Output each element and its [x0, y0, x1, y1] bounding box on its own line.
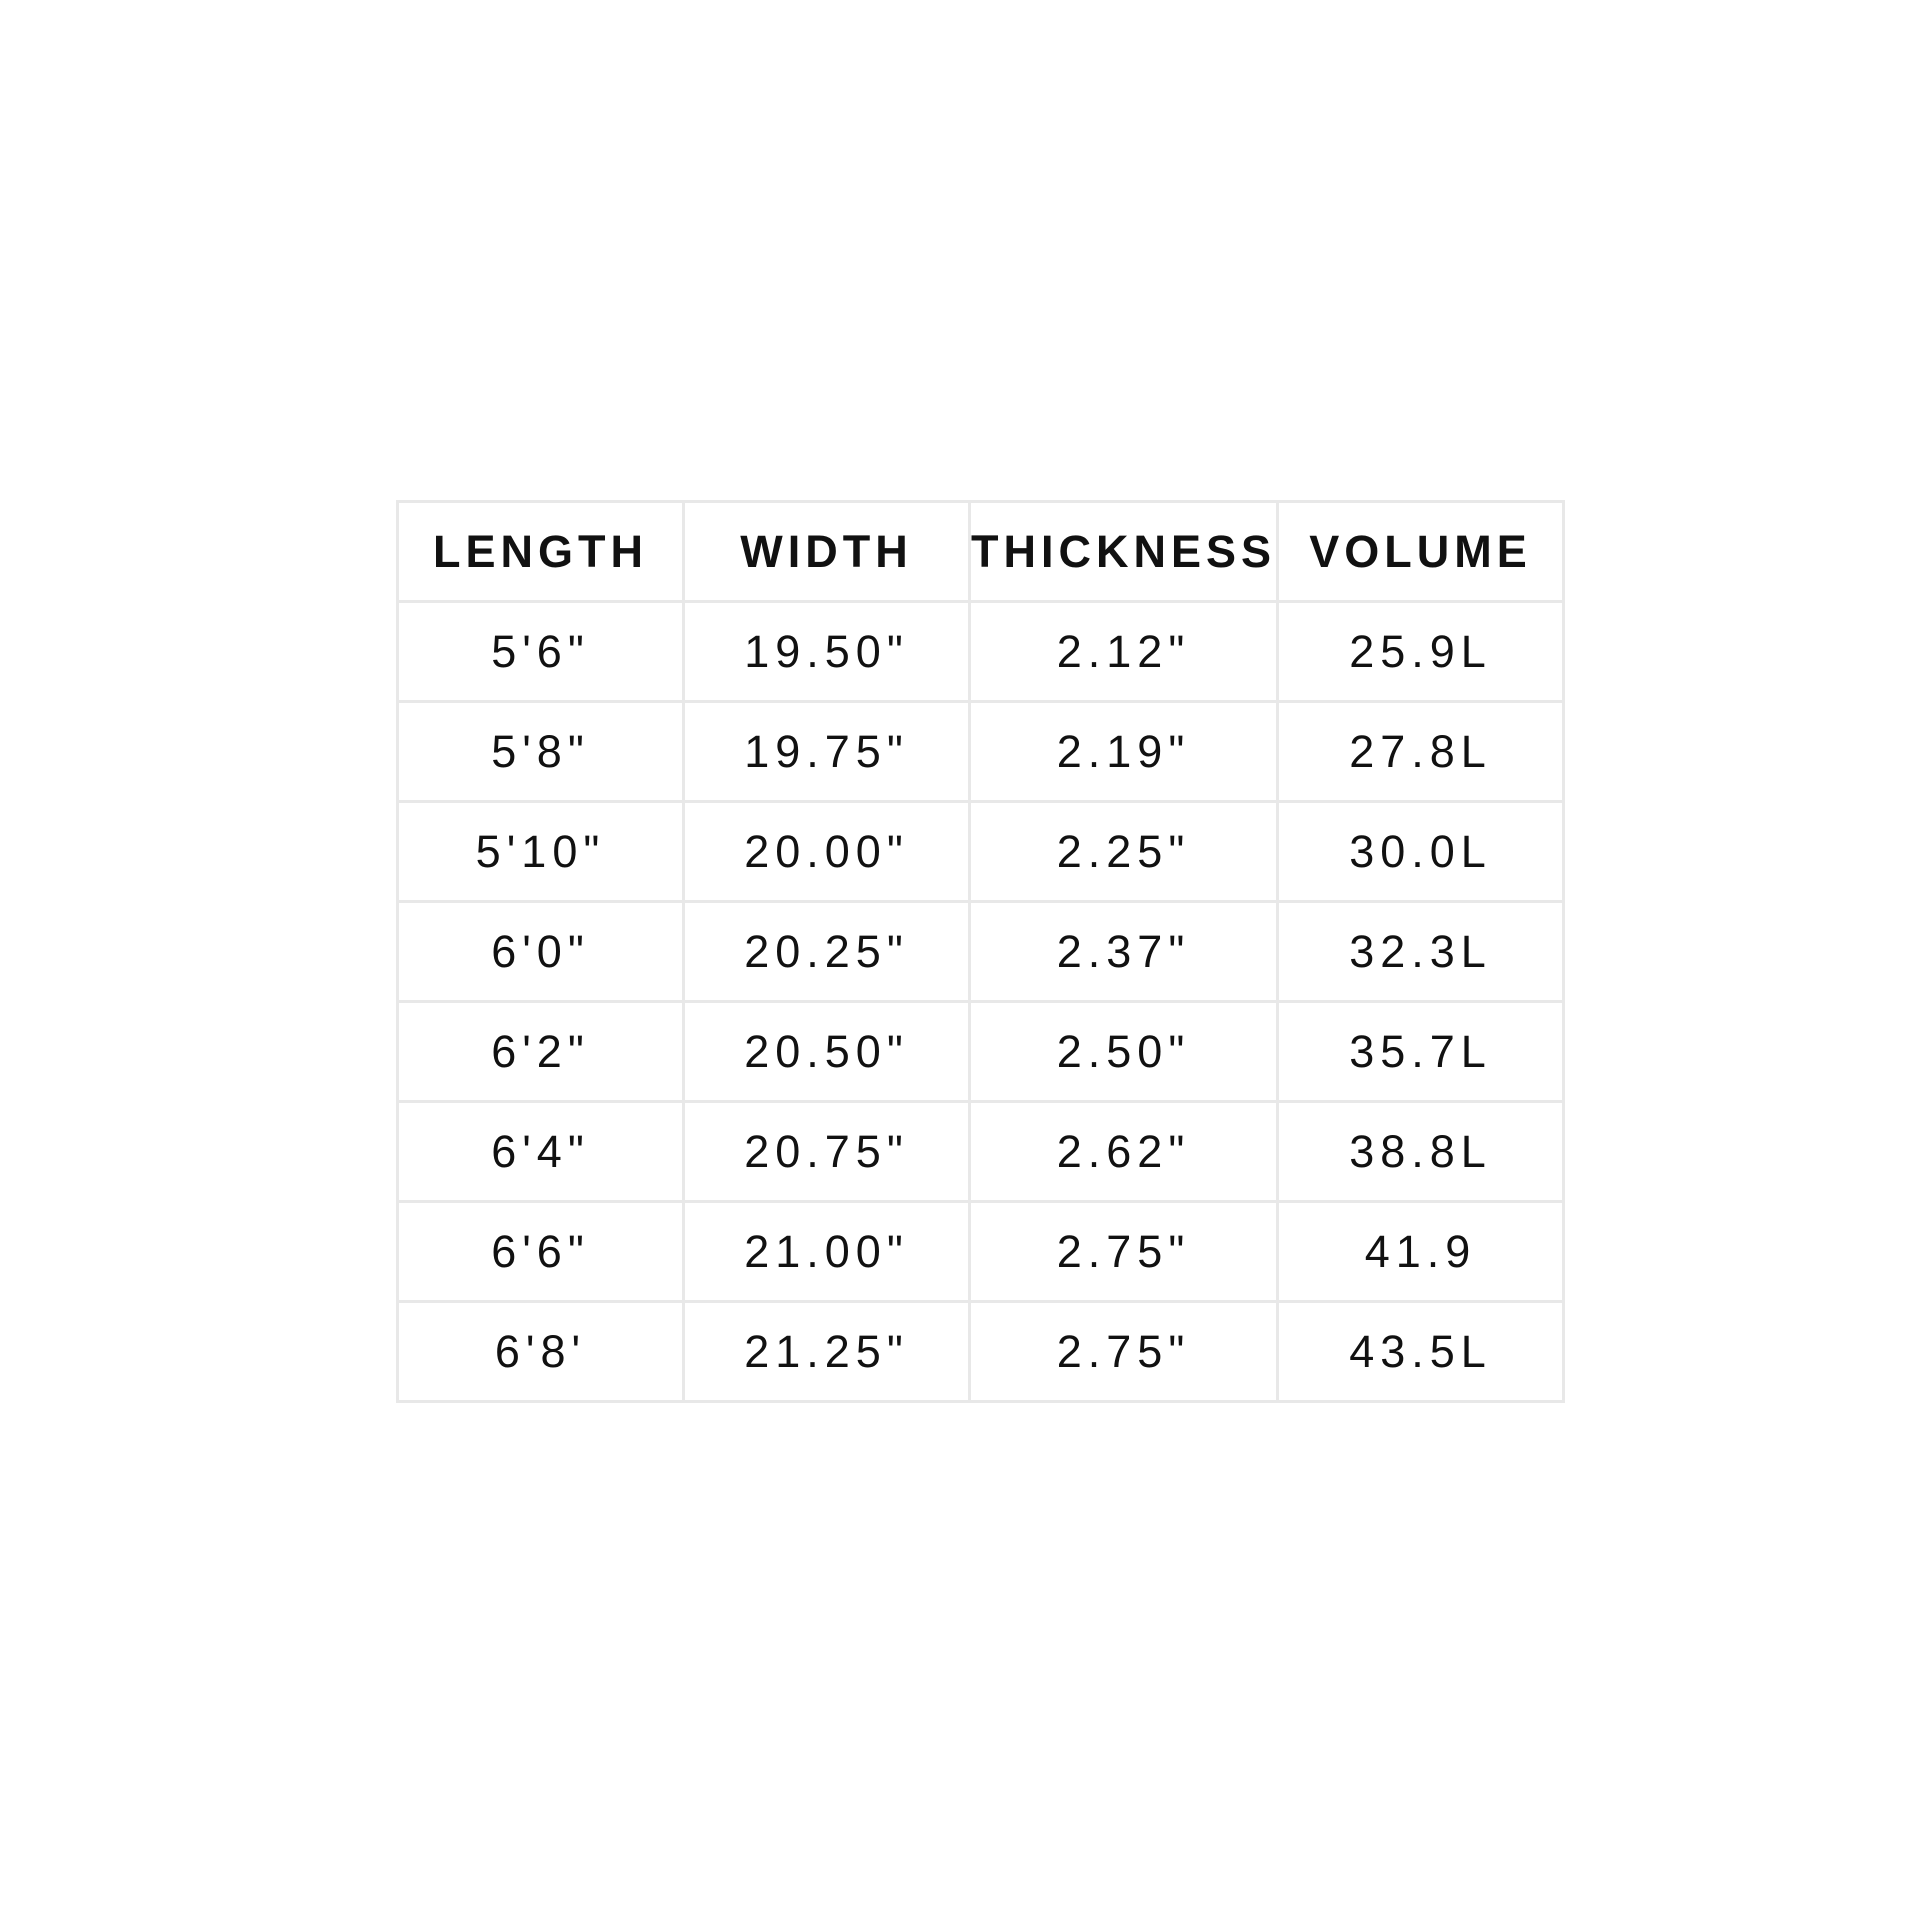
table-row	[398, 1002, 1564, 1102]
cell-volume: 32.3L	[1278, 902, 1564, 1002]
table-row	[398, 902, 1564, 1002]
cell-width: 20.50"	[684, 1002, 970, 1102]
cell-width: 21.25"	[684, 1302, 970, 1402]
header-width: WIDTH	[684, 502, 970, 602]
cell-volume: 38.8L	[1278, 1102, 1564, 1202]
header-row	[398, 502, 1564, 602]
table-row	[398, 702, 1564, 802]
cell-volume: 43.5L	[1278, 1302, 1564, 1402]
cell-width: 21.00"	[684, 1202, 970, 1302]
cell-thickness: 2.75"	[970, 1302, 1278, 1402]
table-row	[398, 602, 1564, 702]
table-row	[398, 802, 1564, 902]
cell-width: 20.75"	[684, 1102, 970, 1202]
header-volume: VOLUME	[1278, 502, 1564, 602]
cell-length: 6'2"	[398, 1002, 684, 1102]
cell-volume: 27.8L	[1278, 702, 1564, 802]
cell-length: 6'4"	[398, 1102, 684, 1202]
cell-length: 6'0"	[398, 902, 684, 1002]
cell-thickness: 2.75"	[970, 1202, 1278, 1302]
cell-length: 5'6"	[398, 602, 684, 702]
cell-length: 6'6"	[398, 1202, 684, 1302]
cell-thickness: 2.25"	[970, 802, 1278, 902]
table-body	[398, 602, 1564, 1402]
cell-volume: 35.7L	[1278, 1002, 1564, 1102]
table-row	[398, 1302, 1564, 1402]
table-row	[398, 1102, 1564, 1202]
cell-volume: 25.9L	[1278, 602, 1564, 702]
cell-thickness: 2.37"	[970, 902, 1278, 1002]
cell-thickness: 2.62"	[970, 1102, 1278, 1202]
cell-length: 5'10"	[398, 802, 684, 902]
cell-volume: 30.0L	[1278, 802, 1564, 902]
cell-length: 5'8"	[398, 702, 684, 802]
cell-width: 19.75"	[684, 702, 970, 802]
cell-width: 19.50"	[684, 602, 970, 702]
cell-thickness: 2.50"	[970, 1002, 1278, 1102]
cell-volume: 41.9	[1278, 1202, 1564, 1302]
cell-thickness: 2.12"	[970, 602, 1278, 702]
cell-width: 20.00"	[684, 802, 970, 902]
cell-thickness: 2.19"	[970, 702, 1278, 802]
table-row	[398, 1202, 1564, 1302]
cell-length: 6'8'	[398, 1302, 684, 1402]
header-thickness: THICKNESS	[970, 502, 1278, 602]
cell-width: 20.25"	[684, 902, 970, 1002]
board-size-table	[396, 500, 1565, 1403]
header-length: LENGTH	[398, 502, 684, 602]
table-header	[398, 502, 1564, 602]
